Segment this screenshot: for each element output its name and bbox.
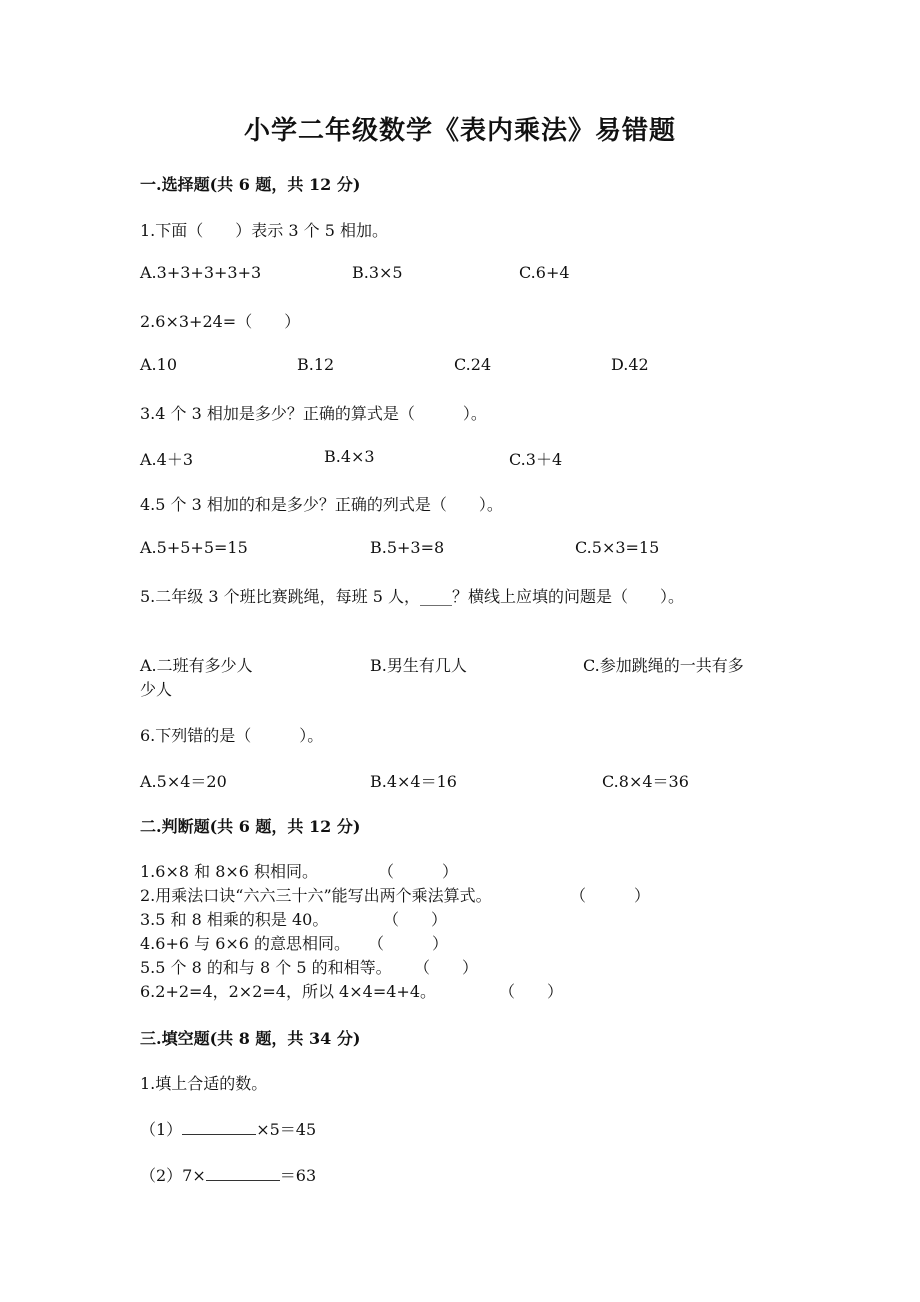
sub-2-prefix: （2）7×	[140, 1166, 206, 1185]
section-1-title: 一.选择题(共 6 题，共 12 分)	[140, 175, 361, 194]
q1-2-option-c: C.24	[454, 355, 492, 374]
q1-3-option-c: C.3＋4	[509, 450, 563, 469]
sub-1-prefix: （1）	[140, 1120, 183, 1139]
question-1-1: 1.下面（ ）表示 3 个 5 相加。	[140, 221, 388, 240]
q1-2-option-d: D.42	[611, 355, 649, 374]
q1-4-option-a: A.5+5+5=15	[140, 538, 248, 557]
q1-4-option-b: B.5+3=8	[370, 538, 445, 557]
judge-item-5-paren: （ ）	[414, 958, 479, 977]
judge-item-1: 1.6×8 和 8×6 积相同。	[140, 862, 319, 881]
q1-3-option-b: B.4×3	[324, 447, 375, 466]
judge-item-2-paren: （ ）	[570, 886, 651, 905]
question-1-5: 5.二年级 3 个班比赛跳绳，每班 5 人，____？横线上应填的问题是（ ）。	[140, 587, 684, 606]
q1-1-option-c: C.6+4	[519, 263, 570, 282]
question-1-4: 4.5 个 3 相加的和是多少？正确的列式是（ ）。	[140, 495, 503, 514]
sub-1-answer-blank[interactable]	[182, 1134, 256, 1135]
judge-item-6: 6.2+2=4，2×2=4，所以 4×4=4+4。	[140, 982, 436, 1001]
q1-5-option-a: A.二班有多少人	[140, 656, 253, 675]
question-1-6: 6.下列错的是（ ）。	[140, 726, 324, 745]
q1-2-option-b: B.12	[297, 355, 335, 374]
q1-1-option-a: A.3+3+3+3+3	[140, 263, 262, 282]
question-1-2: 2.6×3+24=（ ）	[140, 312, 301, 331]
q1-5-option-c: C.参加跳绳的一共有多	[583, 656, 744, 675]
q1-4-option-c: C.5×3=15	[575, 538, 660, 557]
page-title: 小学二年级数学《表内乘法》易错题	[243, 116, 676, 146]
q1-5-option-c-wrap: 少人	[140, 680, 173, 699]
judge-item-4-paren: （ ）	[368, 934, 449, 953]
judge-item-6-paren: （ ）	[499, 982, 564, 1001]
question-1-3: 3.4 个 3 相加是多少？正确的算式是（ ）。	[140, 404, 487, 423]
q1-6-option-b: B.4×4＝16	[370, 772, 457, 791]
section-2-title: 二.判断题(共 6 题，共 12 分)	[140, 817, 361, 836]
judge-item-4: 4.6+6 与 6×6 的意思相同。	[140, 934, 351, 953]
judge-item-2: 2.用乘法口诀“六六三十六”能写出两个乘法算式。	[140, 886, 492, 905]
sub-2-answer-blank[interactable]	[206, 1180, 280, 1181]
q1-3-option-a: A.4＋3	[140, 450, 194, 469]
judge-item-3: 3.5 和 8 相乘的积是 40。	[140, 910, 329, 929]
judge-item-5: 5.5 个 8 的和与 8 个 5 的和相等。	[140, 958, 392, 977]
judge-item-3-paren: （ ）	[383, 910, 448, 929]
sub-2-suffix: ＝63	[279, 1166, 317, 1185]
fill-question-1-sub-2	[140, 1163, 316, 1186]
q1-6-option-a: A.5×4＝20	[140, 772, 227, 791]
q1-5-option-b: B.男生有几人	[370, 656, 467, 675]
judge-item-1-paren: （ ）	[378, 862, 459, 881]
fill-question-1: 1.填上合适的数。	[140, 1074, 268, 1093]
q1-6-option-c: C.8×4＝36	[602, 772, 689, 791]
fill-question-1-sub-1	[140, 1117, 316, 1140]
q1-2-option-a: A.10	[140, 355, 177, 374]
q1-1-option-b: B.3×5	[352, 263, 403, 282]
section-3-title: 三.填空题(共 8 题，共 34 分)	[140, 1029, 361, 1048]
sub-1-suffix: ×5＝45	[256, 1120, 317, 1139]
